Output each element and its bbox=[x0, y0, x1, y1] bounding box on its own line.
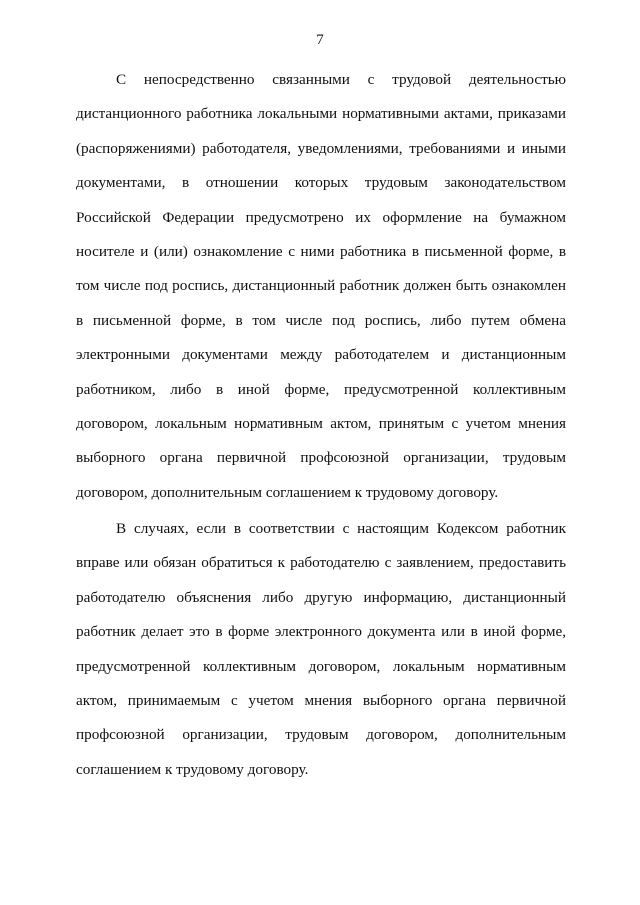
text-line: носителе и (или) ознакомление с ними работника в письменной форме, в bbox=[76, 242, 566, 260]
text-line: документами, в отношении которых трудовым законодательством bbox=[76, 174, 566, 192]
text-line: работник делает это в форме электронного документа или в иной форме, bbox=[76, 623, 566, 641]
text-line: актом, принимаемым с учетом мнения выборного органа первичной bbox=[76, 691, 566, 709]
text-line: В случаях, если в соответствии с настоящим Кодексом работник bbox=[116, 520, 566, 537]
text-line: том числе под роспись, дистанционный работник должен быть ознакомлен bbox=[76, 277, 566, 295]
text-line: работником, либо в иной форме, предусмотренной коллективным bbox=[76, 380, 566, 398]
page-number: 7 bbox=[316, 32, 324, 48]
paragraph-2 bbox=[76, 519, 566, 794]
text-line: Российской Федерации предусмотрено их оформление на бумажном bbox=[76, 208, 566, 226]
text-line: соглашением к трудовому договору. bbox=[76, 760, 309, 778]
text-line: договором, локальным нормативным актом, принятым с учетом мнения bbox=[76, 414, 566, 432]
text-line: С непосредственно связанными с трудовой деятельностью bbox=[116, 71, 566, 88]
text-line: вправе или обязан обратиться к работодателю с заявлением, предоставить bbox=[76, 554, 566, 572]
paragraph-1 bbox=[76, 70, 566, 517]
text-line: электронными документами между работодателем и дистанционным bbox=[76, 346, 566, 364]
text-line: дистанционного работника локальными нормативными актами, приказами bbox=[76, 105, 566, 123]
text-line: (распоряжениями) работодателя, уведомлениями, требованиями и иными bbox=[76, 139, 566, 157]
text-line: профсоюзной организации, трудовым договором, дополнительным bbox=[76, 726, 566, 744]
text-line: выборного органа первичной профсоюзной организации, трудовым bbox=[76, 449, 566, 467]
text-line: в письменной форме, в том числе под роспись, либо путем обмена bbox=[76, 311, 566, 329]
text-line: договором, дополнительным соглашением к трудовому договору. bbox=[76, 483, 499, 501]
text-line: предусмотренной коллективным договором, локальным нормативным bbox=[76, 657, 566, 675]
text-line: работодателю объяснения либо другую информацию, дистанционный bbox=[76, 588, 566, 606]
